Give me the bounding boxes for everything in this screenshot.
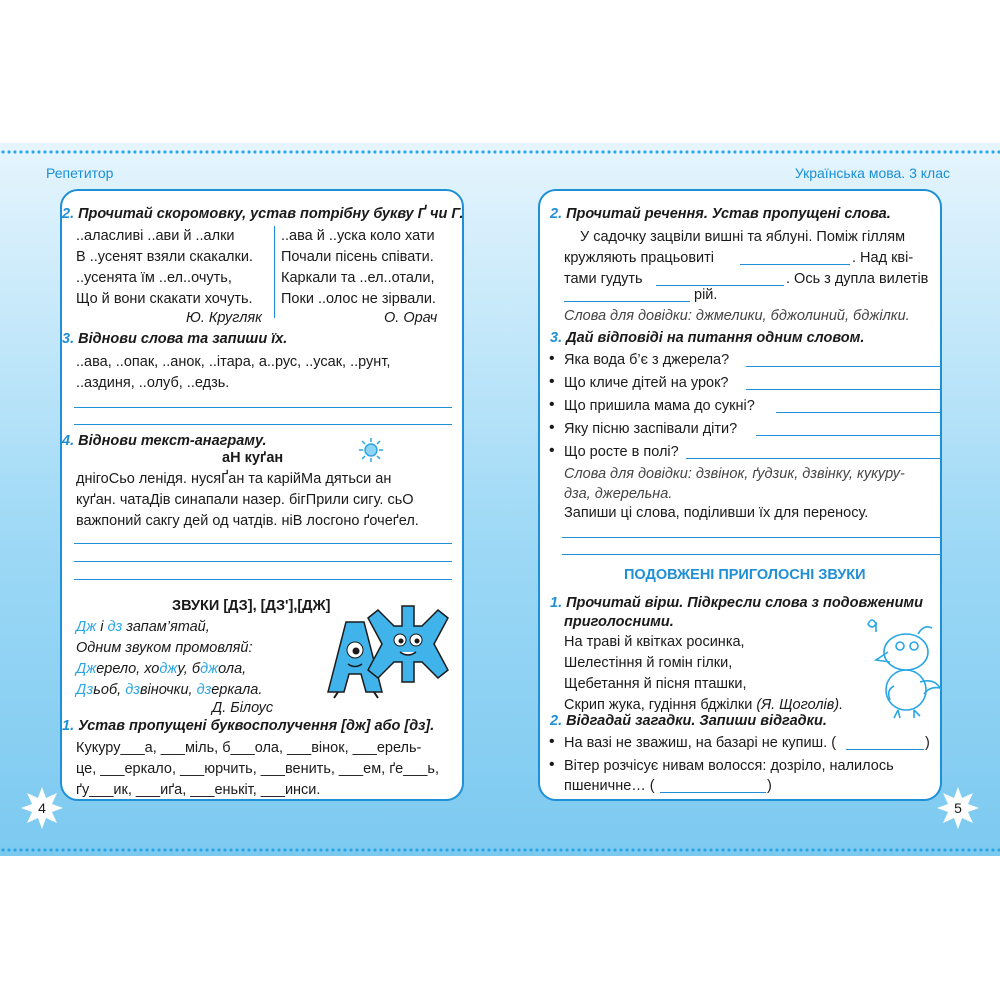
task-number: 4. [62, 433, 75, 449]
header-right: Українська мова. 3 клас [794, 165, 950, 181]
riddle-line: На вазі не зважиш, на базарі не купиш. ( [564, 735, 837, 751]
blank-line [564, 301, 690, 302]
poem-text: Скрип жука, гудіння бджілки [564, 697, 753, 713]
rhyme-line [76, 659, 246, 680]
sentence-line: рій. [694, 287, 718, 303]
task-1-heading [550, 593, 923, 614]
rhyme-text: запам’ятай, [122, 619, 210, 635]
author: О. Орач [384, 310, 438, 326]
dotted-border-bottom [0, 848, 1000, 852]
anagram-line: днігоСьо ленідя. нусяҐан та карійМа дятьси ан [76, 471, 392, 487]
word-list-line: ..аздиня, ..олуб, ..едзь. [76, 375, 230, 391]
riddle-close: ) [767, 778, 772, 794]
task-text: Віднови слова та запиши їх. [78, 331, 288, 347]
blank-line [740, 264, 850, 265]
task-number: 3. [550, 330, 563, 346]
riddle-line: пшеничне… ( [564, 778, 655, 794]
letter-combination: дж [159, 661, 178, 677]
rhyme-text: у, б [177, 661, 201, 677]
riddle-close: ) [925, 735, 930, 751]
task-number: 1. [550, 595, 563, 611]
bullet: • [549, 373, 555, 390]
dotted-border-top [0, 150, 1000, 154]
question: Що кличе дітей на урок? [564, 375, 729, 391]
rhyme-text: віночки, [139, 682, 197, 698]
letter-combination: дз [196, 682, 212, 698]
task-2-heading [550, 711, 827, 732]
header-left: Репетитор [46, 165, 114, 181]
fill-in-line: це, ___еркало, ___юрчить, ___венить, ___ем, ґе___ь, [76, 761, 440, 777]
task-3-heading [62, 329, 287, 350]
anagram-line: куґан. чатаДів синапали назер. бігПрили сигу. сьО [76, 492, 414, 508]
answer-line [746, 366, 942, 367]
letter-combination: дз [125, 682, 140, 698]
task-number: 2. [62, 206, 75, 222]
author: Ю. Кругляк [186, 310, 263, 326]
tongue-twister-line: ..аласливі ..ави й ..алки [76, 228, 235, 244]
bullet: • [549, 733, 555, 750]
tongue-twister-line: Каркали та ..ел..отали, [281, 270, 435, 286]
anagram-title: аН куґан [222, 450, 284, 466]
reference-words: Слова для довідки: дзвінок, ґудзик, дзвінку, кукуру- [564, 466, 905, 482]
bullet: • [549, 442, 555, 459]
answer-line [74, 579, 452, 580]
fill-in-line: Кукуру___а, ___міль, б___ола, ___вінок, ___ерель- [76, 740, 422, 756]
rhyme-line [76, 617, 210, 638]
bird-illustration [858, 612, 944, 720]
answer-line [562, 537, 942, 538]
tongue-twister-line: Поки ..олос не зірвали. [281, 291, 436, 307]
riddle-line: Вітер розчісує нивам волосся: дозріло, налилось [564, 758, 894, 774]
fill-in-line: ґу___ик, ___иґа, ___енькіт, ___инси. [76, 782, 321, 798]
instruction: Запиши ці слова, поділивши їх для переносу. [564, 505, 869, 521]
question: Що росте в полі? [564, 444, 679, 460]
answer-line [74, 407, 452, 408]
letter-combination: Дж [76, 619, 97, 635]
task-text: Прочитай вірш. Підкресли слова з подовженими [566, 595, 924, 611]
question: Яку пісню заспівали діти? [564, 421, 738, 437]
letter-monsters-illustration [298, 600, 458, 700]
task-number: 2. [550, 206, 563, 222]
letter-combination: дж [200, 661, 219, 677]
sentence-line: У садочку зацвіли вишні та яблуні. Поміж гіллям [580, 229, 906, 245]
page-number-left-text: 4 [38, 800, 46, 816]
author: (Я. Щоголів). [756, 697, 844, 713]
rhyme-text: еркала. [211, 682, 263, 698]
reference-words: Слова для довідки: джмелики, бджолиний, бджілки. [564, 308, 910, 324]
anagram-line: важпоний сакгу дей од чатдів. ніВ лосгоно ґочеґел. [76, 513, 419, 529]
sentence-line: кружляють працьовиті [564, 250, 715, 266]
reference-words: дза, джерельна. [564, 486, 673, 502]
page-number-left [20, 786, 64, 830]
tongue-twister-line: ..ава й ..уска коло хати [281, 228, 435, 244]
task-1-heading [62, 716, 434, 737]
bullet: • [549, 396, 555, 413]
page-number-right-text: 5 [954, 800, 962, 816]
rhyme-text: ьоб, [93, 682, 126, 698]
letter-combination: Дз [76, 682, 94, 698]
answer-line [756, 435, 942, 436]
rhyme-line: Одним звуком промовляй: [76, 640, 253, 656]
task-number: 3. [62, 331, 75, 347]
bullet: • [549, 756, 555, 773]
task-text: Прочитай речення. Устав пропущені слова. [566, 206, 891, 222]
poem-line: Щебетання й пісня пташки, [564, 676, 747, 692]
page-number-right [936, 786, 980, 830]
task-text: Віднови текст-анаграму. [78, 433, 267, 449]
task-2-heading [550, 204, 891, 225]
answer-line [686, 458, 942, 459]
task-3-heading [550, 328, 864, 349]
question: Яка вода б’є з джерела? [564, 352, 730, 368]
tongue-twister-line: Що й вони скакати хочуть. [76, 291, 253, 307]
bullet: • [549, 350, 555, 367]
sounds-title: ЗВУКИ [ДЗ], [ДЗ'],[ДЖ] [172, 598, 331, 614]
answer-line [74, 543, 452, 544]
section-title: ПОДОВЖЕНІ ПРИГОЛОСНІ ЗВУКИ [624, 567, 866, 583]
blank-line [656, 285, 784, 286]
sun-icon [358, 437, 384, 463]
task-text: Дай відповіді на питання одним словом. [566, 330, 865, 346]
answer-line [74, 424, 452, 425]
sentence-line: . Ось з дупла вилетів [786, 271, 929, 287]
answer-line [746, 389, 942, 390]
tongue-twister-line: Почали пісень співати. [281, 249, 434, 265]
poem-line: Шелестіння й гомін гілки, [564, 655, 733, 671]
answer-line [74, 561, 452, 562]
bullet: • [549, 419, 555, 436]
answer-line [776, 412, 942, 413]
word-list-line: ..ава, ..опак, ..анок, ..ітара, а..рус, ..усак, ..рунт, [76, 354, 391, 370]
sentence-line: тами гудуть [564, 271, 643, 287]
letter-combination: Дж [76, 661, 97, 677]
answer-line [660, 792, 766, 793]
rhyme-text: ола, [218, 661, 247, 677]
sentence-line: . Над кві- [852, 250, 914, 266]
task-number: 2. [550, 713, 563, 729]
poem-line: На траві й квітках росинка, [564, 634, 745, 650]
author: Д. Білоус [212, 700, 274, 716]
question: Що пришила мама до сукні? [564, 398, 755, 414]
tongue-twister-line: ..усенята їм ..ел..очуть, [76, 270, 232, 286]
task-number: 1. [62, 718, 75, 734]
tongue-twister-line: В ..усенят взяли скакалки. [76, 249, 253, 265]
answer-line [562, 554, 942, 555]
task-2-heading [62, 204, 463, 225]
rhyme-text: і [96, 619, 108, 635]
task-1-heading-cont: приголосними. [564, 614, 674, 630]
rhyme-text: ерело, хо [96, 661, 160, 677]
column-divider [274, 226, 275, 318]
task-text: Відгадай загадки. Запиши відгадки. [566, 713, 827, 729]
answer-line [846, 749, 924, 750]
task-text: Устав пропущені буквосполучення [дж] або [дз]. [78, 718, 435, 734]
letter-combination: дз [107, 619, 123, 635]
task-text: Прочитай скоромовку, устав потрібну букву Ґ чи Г. [78, 206, 464, 222]
